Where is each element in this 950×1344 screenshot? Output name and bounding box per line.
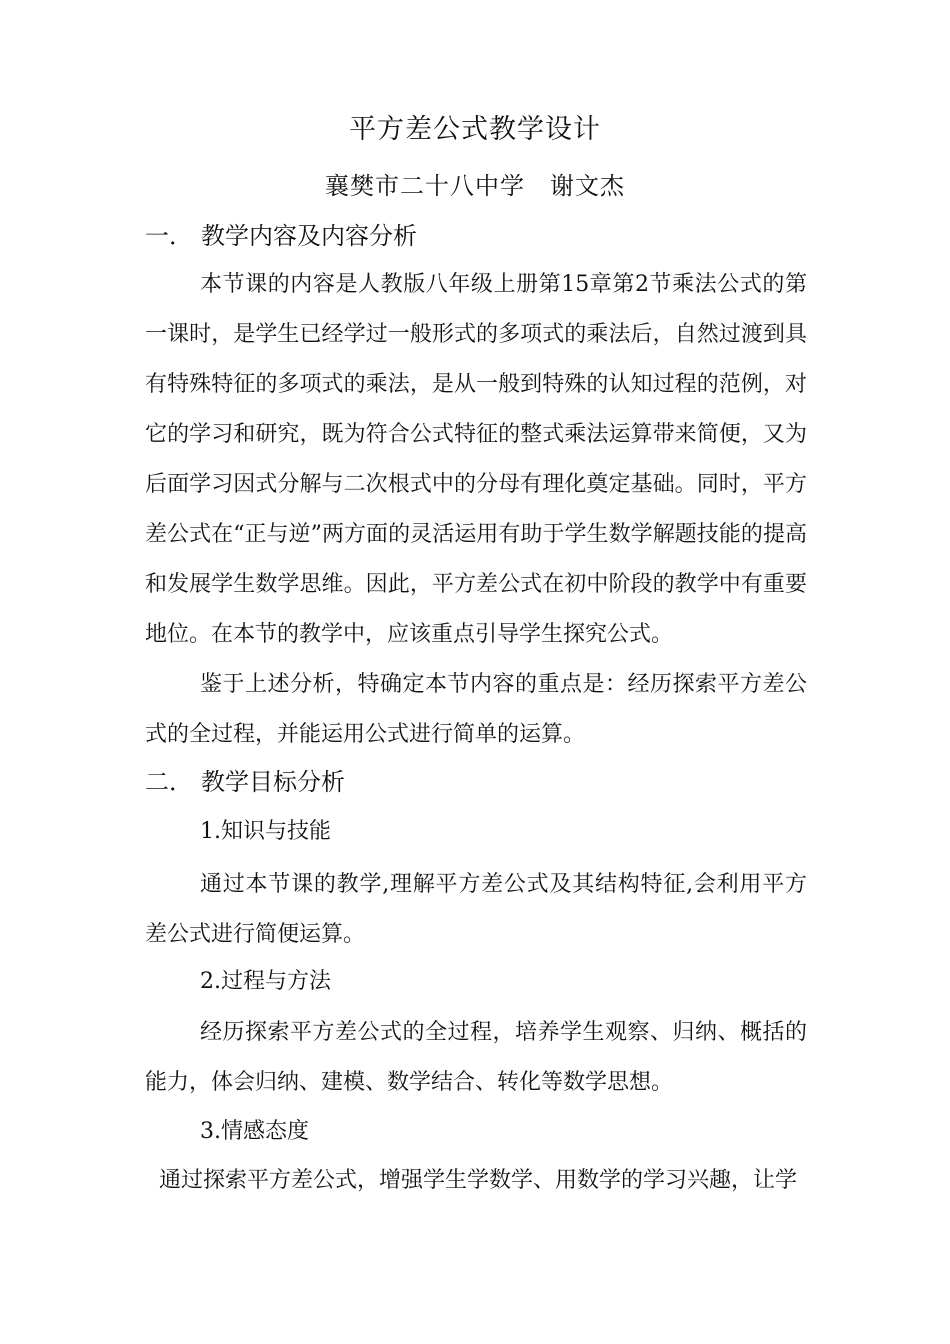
paragraph-key-points: 鉴于上述分析，特确定本节内容的重点是：经历探索平方差公式的全过程，并能运用公式进行简单的运算。 xyxy=(145,672,807,747)
document-title: 平方差公式教学设计 xyxy=(349,114,601,145)
document-author: 襄樊市二十八中学 谢文杰 xyxy=(325,172,625,200)
section-number: 二． xyxy=(145,768,193,796)
paragraph-knowledge-skills: 通过本节课的教学,理解平方差公式及其结构特征,会利用平方差公式进行简便运算。 xyxy=(145,872,807,947)
subheading-knowledge-skills: 1.知识与技能 xyxy=(200,819,331,844)
section-title: 教学内容及内容分析 xyxy=(201,222,417,250)
section-number: 一． xyxy=(145,222,193,250)
section-heading-1 xyxy=(145,216,417,256)
subheading-process-method: 2.过程与方法 xyxy=(200,969,331,994)
paragraph-content-analysis: 本节课的内容是人教版八年级上册第15章第2节乘法公式的第一课时，是学生已经学过一般形式的多项式的乘法后，自然过渡到具有特殊特征的多项式的乘法，是从一般到特殊的认知过程的范例，对它的学习和研究，既为符合公式特征的整式乘法运算带来简便，又为后面学习因式分解与二次根式中的分母有理化奠定基础。同时，平方差公式在“正与逆”两方面的灵活运用有助于学生数学解题技能的提高和发展学生数学思维。因此，平方差公式在初中阶段的教学中有重要地位。在本节的教学中，应该重点引导学生探究公式。 xyxy=(145,272,807,647)
paragraph-emotion-attitude: 通过探索平方差公式，增强学生学数学、用数学的学习兴趣，让学 xyxy=(159,1168,798,1193)
paragraph-process-method: 经历探索平方差公式的全过程，培养学生观察、归纳、概括的能力，体会归纳、建模、数学结合、转化等数学思想。 xyxy=(145,1020,807,1095)
subheading-emotion-attitude: 3.情感态度 xyxy=(200,1119,309,1144)
section-heading-2 xyxy=(145,762,345,802)
section-title: 教学目标分析 xyxy=(201,768,345,796)
